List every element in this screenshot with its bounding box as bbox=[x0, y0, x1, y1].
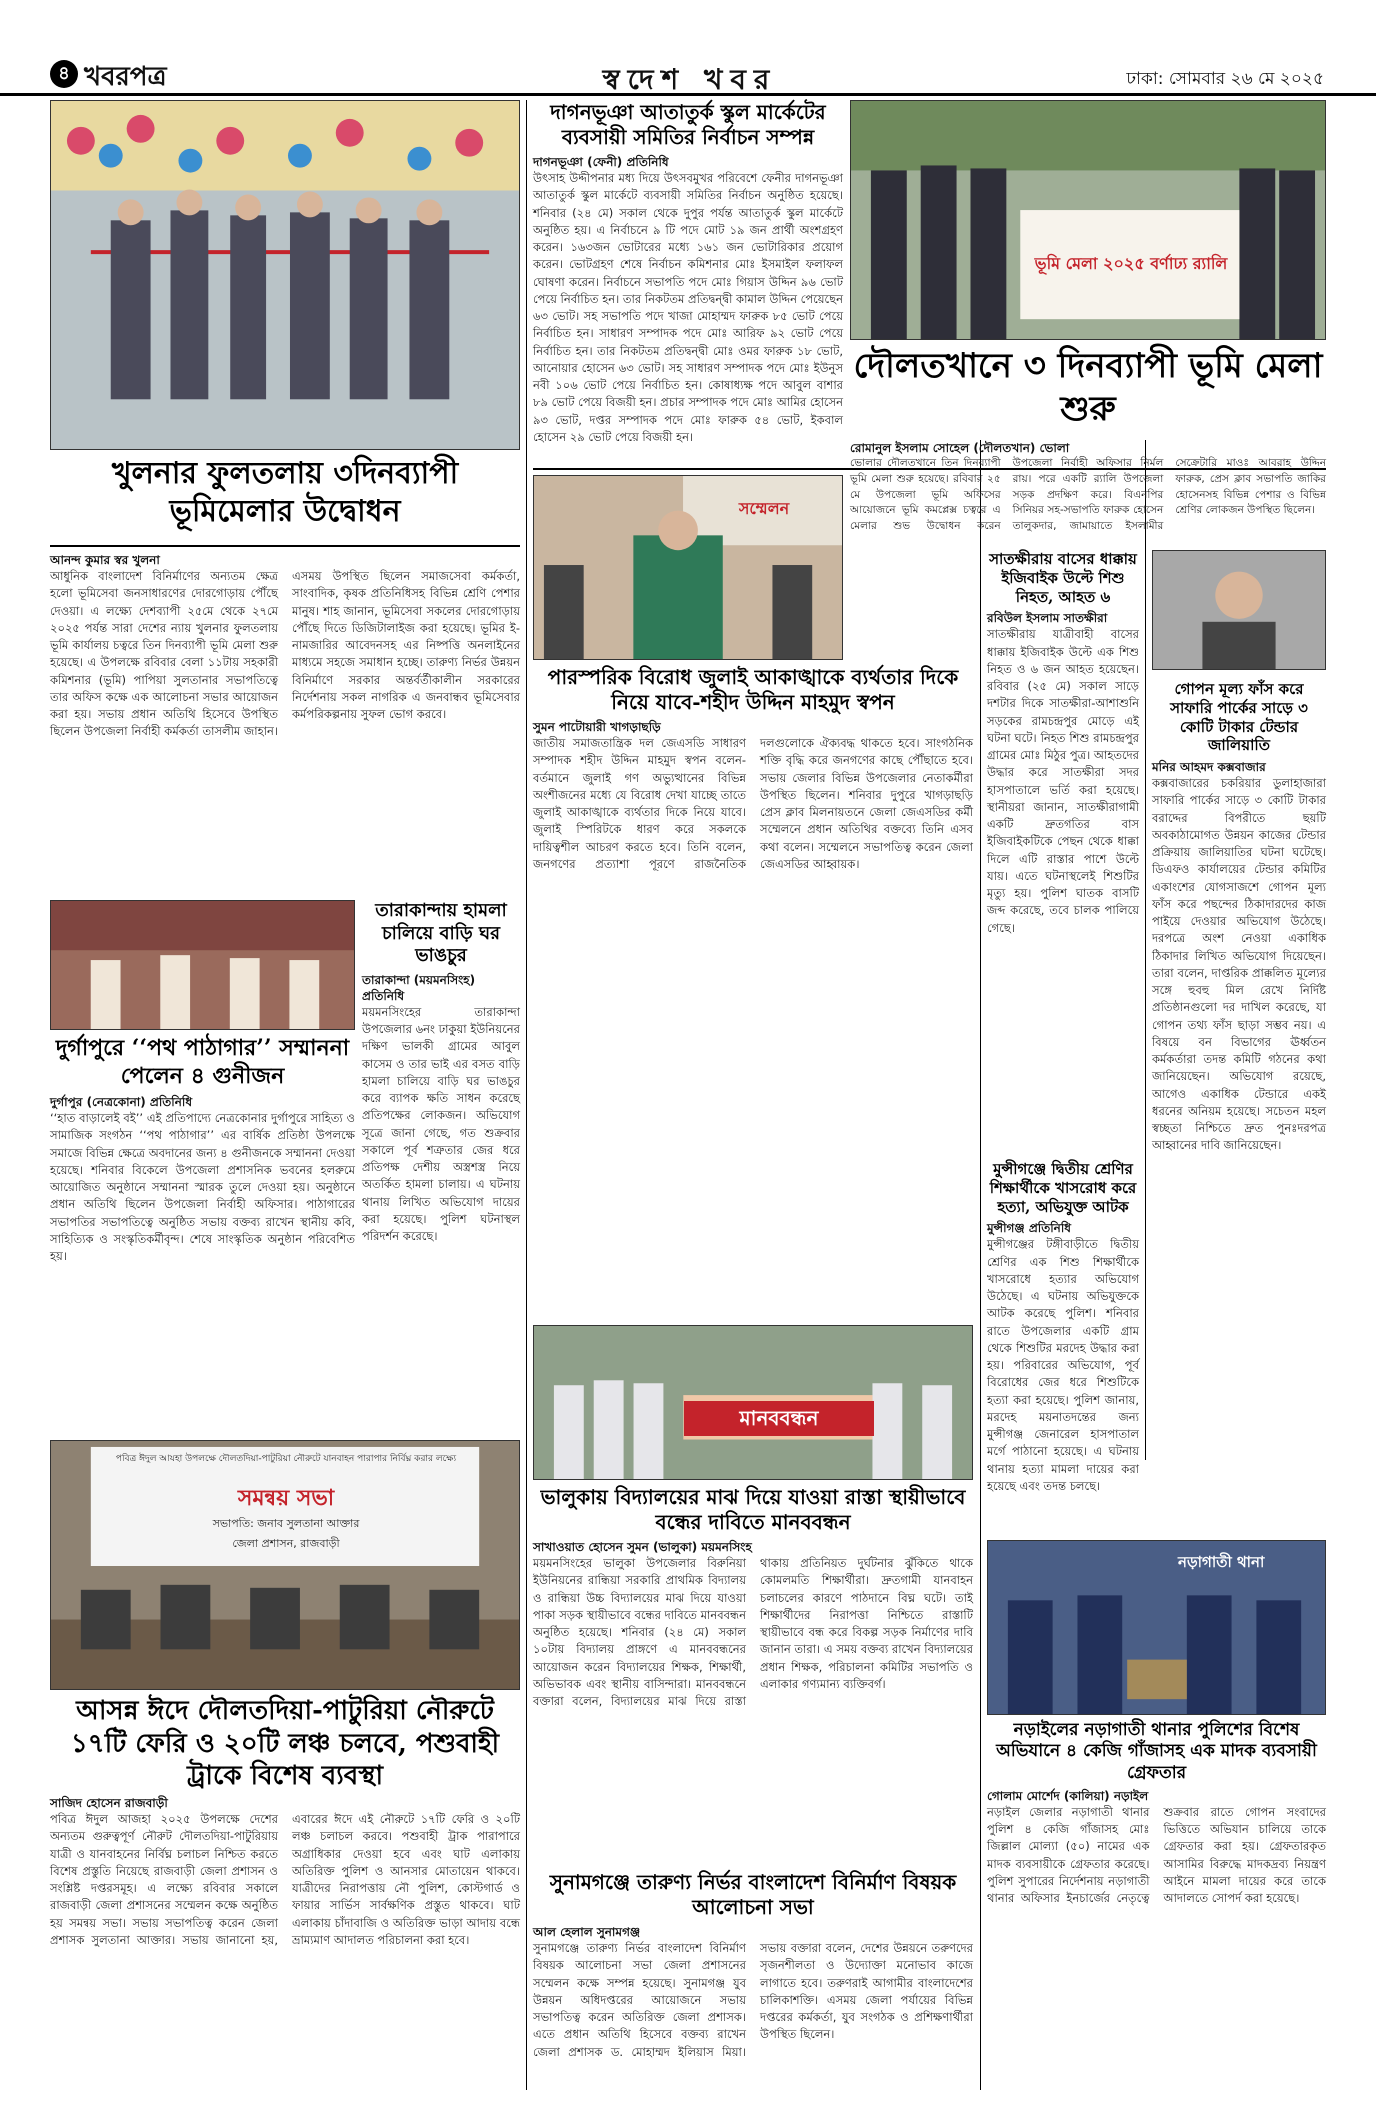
article-headline: আসন্ন ঈদে দৌলতদিয়া-পাটুরিয়া নৌরুটে ১৭টি ফেরি ও ২০টি লঞ্চ চলবে, পশুবাহী ট্রাকে বিশেষ ব্যবস্থা bbox=[70, 1696, 500, 1791]
article-body: উৎসাহ উদ্দীপনার মধ্য দিয়ে উৎসবমুখর পরিবেশে ফেনীর দাগনভূঞা আতাতুর্ক স্কুল মার্কেটে ব্যবসায়ী সমিতির নির্বাচন অনুষ্ঠিত হয়েছে। শনিবার (২৪ মে) সকাল থেকে দুপুর পর্যন্ত আতাতুর্ক স্কুল মার্কেটে অনুষ্ঠিত হয়। এ নির্বাচনে ৯ টি পদে মোট ১৯ জন প্রার্থী অংশগ্রহণ করেন। ১৬৩জন ভোটারের মধ্যে ১৬১ জন ভোটারিকার প্রয়োগ করেন। ভোটগ্রহণ শেষে নির্বাচন কমিশনার মোঃ ইসমাইল ফলাফল ঘোষণা করেন। নির্বাচনে সভাপতি পদে মোঃ গিয়াস উদ্দিন ৯৬ ভোট পেয়ে নির্বাচিত হন। তার নিকটতম প্রতিদ্বন্দ্বী কামাল উদ্দিন পেয়েছেন ৬৩ ভোট। সহ সভাপতি পদে খাজা মোহাম্মদ ফারুক ৮৫ ভোট পেয়ে নির্বাচিত হন। সাধারণ সম্পাদক পদে মোঃ আরিফ ৯২ ভোট পেয়ে নির্বাচিত হন। তার নিকটতম প্রতিদ্বন্দ্বী মোঃ ওমর ফারুক ১৮ ভোট, আনোয়ার হোসেন ৬৩ ভোট। সহ সাধারণ সম্পাদক পদে মোঃ ইউনুস নবী ১০৬ ভোট পেয়ে নির্বাচিত হন। কোষাধ্যক্ষ পদে আবুল বাশার ৮৯ ভোট পেয়ে বিজয়ী হন। প্রচার সম্পাদক পদে মোঃ আমির হোসেন ৯৩ ভোট, দপ্তর সম্পাদক পদে মোঃ ফারুক ৫৪ ভোট, ইকবাল হোসেন ২৯ ভোট পেয়ে বিজয়ী হন। bbox=[533, 171, 843, 444]
column-divider bbox=[1145, 440, 1146, 1460]
article-tarakanda bbox=[362, 900, 520, 1244]
article-daulatkhan bbox=[850, 440, 1326, 545]
conference-sign: সম্মেলন bbox=[738, 499, 790, 518]
article-headline: সুনামগঞ্জে তারুণ্য নির্ভর বাংলাদেশ বিনির্মাণ বিষয়ক আলোচনা সভা bbox=[549, 1870, 957, 1919]
article-body: সুনামগঞ্জে তারুণ্য নির্ভর বাংলাদেশ বিনির্মাণ বিষয়ক আলোচনা সভা জেলা প্রশাসনের সম্মেলন কক্ষে সম্পন্ন হয়েছে। সুনামগঞ্জ যুব উন্নয়ন অধিদপ্তরের আয়োজনে সভায় সভাপতিত্ব করেন অতিরিক্ত জেলা প্রশাসক। এতে প্রধান অতিথি হিসেবে বক্তব্য রাখেন জেলা প্রশাসক ড. মোহাম্মদ ইলিয়াস মিয়া। সভায় বক্তারা বলেন, দেশের উন্নয়নে তরুণদের সৃজনশীলতা ও উদ্যোক্তা মনোভাব কাজে লাগাতে হবে। তরুণরাই আগামীর বাংলাদেশের চালিকাশক্তি। এসময় জেলা পর্যায়ের বিভিন্ন দপ্তরের কর্মকর্তা, যুব সংগঠক ও প্রশিক্ষণার্থীরা উপস্থিত ছিলেন। bbox=[533, 1941, 973, 2059]
article-body: ভোলার দৌলতখানে তিন দিনব্যাপী ভূমি মেলা শুরু হয়েছে। রবিবার ২৫ মে উপজেলা ভূমি অফিসের আয়োজনে ভূমি কমপ্লেক্স চত্বরে এ মেলার শুভ উদ্বোধন করেন উপজেলা নির্বাহী অফিসার নির্মল রায়। পরে একটি র‍্যালি উপজেলা সড়ক প্রদক্ষিণ করে। বিএনপির সিনিয়র সহ-সভাপতি ফারুক হোসেন তালুকদার, জামায়াতে ইসলামীর সেক্রেটারি মাওঃ আবরাহ উদ্দিন ফারুক, প্রেস ক্লাব সভাপতি জাকির হোসেনসহ বিভিন্ন পেশার ও বিভিন্ন শ্রেণির লোকজন উপস্থিত ছিলেন। bbox=[850, 457, 1326, 533]
byline: সাখাওয়াত হোসেন সুমন (ভালুকা) ময়মনসিংহ bbox=[533, 1540, 752, 1554]
page-number: ৪ bbox=[50, 60, 78, 88]
article-headline: দুর্গাপুরে ‘‘পথ পাঠাগার’’ সম্মাননা পেলেন ৪ গুনীজন bbox=[55, 1035, 350, 1089]
rally-sign: ভূমি মেলা ২০২৫ বর্ণাঢ্য র‍্যালি bbox=[1034, 254, 1228, 273]
byline: গোলাম মোর্শেদ (কালিয়া) নড়াইল bbox=[987, 1788, 1149, 1803]
article-bhaluka bbox=[533, 1485, 973, 1855]
article-body: পবিত্র ঈদুল আজহা ২০২৫ উপলক্ষে দেশের অন্যতম গুরুত্বপূর্ণ নৌরুট দৌলতদিয়া-পাটুরিয়ায় যাত্রী ও যানবাহনের নির্বিঘ্ন চলাচল নিশ্চিত করতে বিশেষ প্রস্তুতি নিয়েছে রাজবাড়ী জেলা প্রশাসন ও সংশ্লিষ্ট দপ্তরসমূহ। এ লক্ষ্যে রবিবার সকালে রাজবাড়ী জেলা প্রশাসনের সম্মেলন কক্ষে অনুষ্ঠিত হয় সমন্বয় সভা। সভায় সভাপতিত্ব করেন জেলা প্রশাসক সুলতানা আক্তার। সভায় জানানো হয়, এবারের ঈদে এই নৌরুটে ১৭টি ফেরি ও ২০টি লঞ্চ চলাচল করবে। পশুবাহী ট্রাক পারাপারে অগ্রাধিকার দেওয়া হবে এবং ঘাট এলাকায় অতিরিক্ত পুলিশ ও আনসার মোতায়েন থাকবে। যাত্রীদের নিরাপত্তায় নৌ পুলিশ, কোস্টগার্ড ও ফায়ার সার্ভিস সার্বক্ষণিক প্রস্তুত থাকবে। ঘাট এলাকায় চাঁদাবাজি ও অতিরিক্ত ভাড়া আদায় বন্ধে ভ্রাম্যমাণ আদালত পরিচালনা করা হবে। bbox=[50, 1812, 520, 1947]
masthead bbox=[0, 0, 1376, 96]
ribbon-cutting-photo bbox=[50, 100, 520, 450]
meeting-title: সমন্বয় সভা bbox=[237, 1486, 335, 1511]
article-headline: মুন্সীগঞ্জে দ্বিতীয় শ্রেণির শিক্ষার্থীকে খাসরোধ করে হত্যা, অভিযুক্ত আটক bbox=[989, 1160, 1137, 1216]
article-body: ময়মনসিংহের ভালুকা উপজেলার বিরুনিয়া ইউনিয়নের রান্ধিয়া সরকারি প্রাথমিক বিদ্যালয় ও রান্ধিয়া উচ্চ বিদ্যালয়ের মাঝ দিয়ে যাওয়া পাকা সড়ক স্থায়ীভাবে বন্ধের দাবিতে মানববন্ধন অনুষ্ঠিত হয়েছে। শনিবার (২৪ মে) সকাল ১০টায় বিদ্যালয় প্রাঙ্গণে এ মানববন্ধনের আয়োজন করেন বিদ্যালয়ের শিক্ষক, শিক্ষার্থী, অভিভাবক এবং স্থানীয় বাসিন্দারা। মানববন্ধনে বক্তারা বলেন, বিদ্যালয়ের মাঝ দিয়ে রাস্তা থাকায় প্রতিনিয়ত দুর্ঘটনার ঝুঁকিতে থাকে কোমলমতি শিক্ষার্থীরা। দ্রুতগামী যানবাহন চলাচলের কারণে পাঠদানে বিঘ্ন ঘটে। তাই শিক্ষার্থীদের নিরাপত্তা নিশ্চিতে রাস্তাটি স্থায়ীভাবে বন্ধ করে বিকল্প সড়ক নির্মাণের দাবি জানান তারা। এ সময় বক্তব্য রাখেন বিদ্যালয়ের প্রধান শিক্ষক, পরিচালনা কমিটির সভাপতি ও এলাকার গণ্যমান্য ব্যক্তিবর্গ। bbox=[533, 1556, 973, 1709]
article-headline: পারস্পরিক বিরোধ জুলাই আকাঙ্খাকে ব্যর্থতার দিকে নিয়ে যাবে-শহীদ উদ্দিন মাহমুদ স্বপন bbox=[547, 665, 959, 714]
byline: তারাকান্দা (ময়মনসিংহ) প্রতিনিধি bbox=[362, 972, 476, 1003]
article-ferry bbox=[50, 1795, 520, 2090]
article-body: আধুনিক বাংলাদেশ বিনির্মাণের অন্যতম ক্ষেত্র হলো ভূমিসেবা জনসাধারণের দোরগোড়ায় পৌঁছে দেওয়া। এ লক্ষ্যে দেশব্যাপী ২৫মে থেকে ২৭মে ২০২৫ পর্যন্ত সারা দেশের ন্যায় খুলনার ফুলতলায় ভূমি কার্যালয় চত্বরে তিন দিনব্যাপী ভূমি মেলা শুরু হয়েছে। এ উপলক্ষে রবিবার বেলা ১১টায় সহকারী কমিশনার (ভূমি) পাপিয়া সুলতানার সভাপতিত্বে তার অফিস কক্ষে এক আলোচনা সভার আয়োজন করা হয়। সভায় প্রধান অতিথি হিসেবে উপস্থিত ছিলেন উপজেলা নির্বাহী কর্মকর্তা তাসলীম জাহান। এসময় উপস্থিত ছিলেন সমাজসেবা কর্মকর্তা, সাংবাদিক, কৃষক প্রতিনিধিসহ বিভিন্ন শ্রেণি পেশার মানুষ। শাহ জানান, ভূমিসেবা সকলের দোরগোড়ায় পৌঁছে দিতে ডিজিটালাইজ করা হয়েছে। ভূমির ই-নামজারির আবেদনসহ এর নিষ্পত্তি অনলাইনের মাধ্যমে সহজে সমাধান হচ্ছে। তারুণ্য নির্ভর উন্নয়ন বিনির্মাণে সরকার অন্তর্বর্তীকালীন সরকারের নির্দেশনায় সকল নাগরিক এ জনবান্ধব ভূমিসেবার কর্মপরিকল্পনায় সুফল ভোগ করবে। bbox=[50, 569, 520, 739]
article-dagonbhuiyan bbox=[533, 100, 843, 468]
reporter-photo bbox=[1152, 550, 1326, 670]
conference-photo bbox=[533, 475, 843, 660]
byline: মনির আহমদ কক্সবাজার bbox=[1152, 760, 1266, 774]
article-pathagar bbox=[50, 1035, 355, 1435]
byline: সুমন পাটোয়ারী খাগড়াছড়ি bbox=[533, 720, 661, 734]
award-photo bbox=[50, 900, 355, 1030]
article-satkhira bbox=[987, 550, 1139, 1150]
meeting-photo bbox=[50, 1440, 520, 1690]
police-station-sign: নড়াগাতী থানা bbox=[1178, 1553, 1265, 1571]
byline: আনন্দ কুমার স্বর খুলনা bbox=[50, 553, 160, 567]
byline: আল হেলাল সুনামগঞ্জ bbox=[533, 1925, 641, 1939]
meeting-office: জেলা প্রশাসন, রাজবাড়ী bbox=[232, 1537, 340, 1550]
byline: রবিউল ইসলাম সাতক্ষীরা bbox=[987, 611, 1108, 626]
article-body: ময়মনসিংহের তারাকান্দা উপজেলার ৬নং ঢাকুয়া ইউনিয়নের দক্ষিণ ভালকী গ্রামের আবুল কাসেম ও তার ভাই এর বসত বাড়ি হামলা চালিয়ে বাড়ি ঘর ভাঙচুর করে ব্যাপক ক্ষতি সাধন করেছে প্রতিপক্ষের লোকজন। অভিযোগ সূত্রে জানা গেছে, গত শুক্রবার সকালে পূর্ব শত্রুতার জের ধরে প্রতিপক্ষ দেশীয় অস্ত্রশস্ত্র নিয়ে অতর্কিত হামলা চালায়। এ ঘটনায় থানায় লিখিত অভিযোগ দায়ের করা হয়েছে। পুলিশ ঘটনাস্থল পরিদর্শন করেছে। bbox=[362, 1004, 520, 1244]
article-fulltala bbox=[50, 552, 520, 852]
divider bbox=[50, 545, 520, 547]
byline: সাজিদ হোসেন রাজবাড়ী bbox=[50, 1796, 168, 1810]
article-sunamganj bbox=[533, 1870, 973, 2090]
meeting-chair: সভাপতি: জনাব সুলতানা আক্তার bbox=[212, 1517, 360, 1530]
article-headline: ভালুকায় বিদ্যালয়ের মাঝ দিয়ে যাওয়া রাস্তা স্থায়ীভাবে বন্ধের দাবিতে মানববন্ধন bbox=[540, 1485, 966, 1534]
article-safari-tender bbox=[1152, 680, 1326, 1460]
article-body: নড়াইল জেলার নড়াগাতী থানার পুলিশ ৪ কেজি গাঁজাসহ মোঃ জিল্লাল মোল্যা (৫০) নামের এক মাদক ব্যবসায়ীকে গ্রেফতার করেছে। পুলিশ সুপারের নির্দেশনায় নড়াগাতী থানার অফিসার ইনচার্জের নেতৃত্বে শুক্রবার রাতে গোপন সংবাদের ভিত্তিতে অভিযান চালিয়ে তাকে গ্রেফতার করা হয়। গ্রেফতারকৃত আসামির বিরুদ্ধে মাদকদ্রব্য নিয়ন্ত্রণ আইনে মামলা দায়ের করে তাকে আদালতে সোপর্দ করা হয়েছে। bbox=[987, 1804, 1326, 1906]
protest-banner: মানববন্ধন bbox=[684, 1401, 874, 1436]
issue-date: ঢাকা: সোমবার ২৬ মে ২০২৫ bbox=[1126, 69, 1324, 89]
article-narail bbox=[987, 1720, 1326, 2090]
byline: দুর্গাপুর (নেত্রকোনা) প্রতিনিধি bbox=[50, 1095, 193, 1109]
byline: রোমানুল ইসলাম সোহেল (দৌলতখান) ভোলা bbox=[850, 441, 1070, 455]
newspaper-logo: খবরপত্র bbox=[84, 62, 167, 92]
article-headline: দাগনভূঞা আতাতুর্ক স্কুল মার্কেটের ব্যবসায়ী সমিতির নির্বাচন সম্পন্ন bbox=[550, 100, 826, 149]
article-headline: তারাকান্দায় হামলা চালিয়ে বাড়ি ঘর ভাঙচুর bbox=[375, 900, 507, 966]
article-headline: গোপন মূল্য ফাঁস করে সাফারি পার্কের সাড়ে ৩ কোটি টাকার টেন্ডার জালিয়াতি bbox=[1170, 680, 1308, 755]
article-body: ‘‘হাত বাড়ালেই বই’’ এই প্রতিপাদ্যে নেত্রকোনার দুর্গাপুরে সাহিত্য ও সামাজিক সংগঠন ‘‘পথ পাঠাগার’’ এর বার্ষিক প্রতিষ্ঠা উপলক্ষে সমাজে বিভিন্ন ক্ষেত্রে অবদানের জন্য ৪ গুনীজনকে সম্মাননা দেওয়া হয়েছে। শনিবার বিকেলে উপজেলা প্রশাসনিক ভবনের হলরুমে আয়োজিত অনুষ্ঠানে সম্মাননা স্মারক তুলে দেওয়া হয়। অনুষ্ঠানে প্রধান অতিথি ছিলেন উপজেলা নির্বাহী অফিসার। পাঠাগারের সভাপতির সভাপতিত্বে অনুষ্ঠিত সভায় বক্তব্য রাখেন স্থানীয় কবি, সাহিত্যিক ও সংস্কৃতিকর্মীবৃন্দ। শেষে সাংস্কৃতিক অনুষ্ঠান পরিবেশিত হয়। bbox=[50, 1111, 355, 1264]
article-swapan bbox=[533, 665, 973, 1315]
article-headline: নড়াইলের নড়াগাতী থানার পুলিশের বিশেষ অভিযানে ৪ কেজি গাঁজাসহ এক মাদক ব্যবসায়ী গ্রেফতার bbox=[996, 1720, 1317, 1783]
article-body: কক্সবাজারের চকরিয়ার ডুলাহাজারা সাফারি পার্কের সাড়ে ৩ কোটি টাকার বরাদ্দের বিপরীতে ছয়টি অবকাঠামোগত উন্নয়ন কাজের টেন্ডার প্রক্রিয়ায় জালিয়াতির ঘটনা ঘটেছে। ডিএফও কার্যালয়ের টেন্ডার কমিটির একাংশের যোগসাজশে গোপন মূল্য ফাঁস করে পছন্দের ঠিকাদারদের কাজ পাইয়ে দেওয়ার অভিযোগ উঠেছে। দরপত্রে অংশ নেওয়া একাধিক ঠিকাদার লিখিত অভিযোগ দিয়েছেন। তারা বলেন, দাপ্তরিক প্রাক্কলিত মূল্যের সঙ্গে হুবহু মিল রেখে নির্দিষ্ট প্রতিষ্ঠানগুলো দর দাখিল করেছে, যা গোপন তথ্য ফাঁস ছাড়া সম্ভব নয়। এ বিষয়ে বন বিভাগের ঊর্ধ্বতন কর্মকর্তারা তদন্ত কমিটি গঠনের কথা জানিয়েছেন। অভিযোগ রয়েছে, আগেও একাধিক টেন্ডারে একই ধরনের অনিয়ম হয়েছে। সচেতন মহল স্বচ্ছতা নিশ্চিতে দ্রুত পুনঃদরপত্র আহ্বানের দাবি জানিয়েছেন। bbox=[1152, 776, 1326, 1153]
article-headline: সাতক্ষীরায় বাসের ধাক্কায় ইজিবাইক উল্টে শিশু নিহত, আহত ৬ bbox=[989, 550, 1137, 606]
article-body: মুন্সীগঞ্জের টঙ্গীবাড়ীতে দ্বিতীয় শ্রেণির এক শিশু শিক্ষার্থীকে খাসরোধে হত্যার অভিযোগ উঠেছে। এ ঘটনায় অভিযুক্তকে আটক করেছে পুলিশ। শনিবার রাতে উপজেলার একটি গ্রাম থেকে শিশুটির মরদেহ উদ্ধার করা হয়। পরিবারের অভিযোগ, পূর্ব বিরোধের জের ধরে শিশুটিকে হত্যা করা হয়েছে। পুলিশ জানায়, মরদেহ ময়নাতদন্তের জন্য মুন্সীগঞ্জ জেনারেল হাসপাতাল মর্গে পাঠানো হয়েছে। এ ঘটনায় থানায় হত্যা মামলা দায়ের করা হয়েছে এবং তদন্ত চলছে। bbox=[987, 1237, 1139, 1493]
byline: দাগনভূঞা (ফেনী) প্রতিনিধি bbox=[533, 155, 669, 169]
article-headline: খুলনার ফুলতলায় ৩দিনব্যাপী ভূমিমেলার উদ্বোধন bbox=[111, 456, 459, 529]
article-body: সাতক্ষীরায় যাত্রীবাহী বাসের ধাক্কায় ইজিবাইক উল্টে এক শিশু নিহত ও ৬ জন আহত হয়েছেন। রবিবার (২৫ মে) সকাল সাড়ে দশটার দিকে সাতক্ষীরা-আশাশুনি সড়কের রামচন্দ্রপুর মোড়ে এই ঘটনা ঘটে। নিহত শিশু রামচন্দ্রপুর গ্রামের মোঃ মিঠুর পুত্র। আহতদের উদ্ধার করে সাতক্ষীরা সদর হাসপাতালে ভর্তি করা হয়েছে। স্থানীয়রা জানান, সাতক্ষীরাগামী একটি দ্রুতগতির বাস ইজিবাইকটিকে পেছন থেকে ধাক্কা দিলে এটি রাস্তার পাশে উল্টে যায়। এতে ঘটনাস্থলেই শিশুটির মৃত্যু হয়। পুলিশ ঘাতক বাসটি জব্দ করেছে, তবে চালক পালিয়ে গেছে। bbox=[987, 627, 1140, 935]
human-chain-photo bbox=[533, 1325, 973, 1480]
section-title: স্বদেশ খবর bbox=[602, 63, 778, 96]
police-photo bbox=[987, 1540, 1326, 1715]
rally-photo bbox=[850, 100, 1326, 340]
column-divider bbox=[980, 440, 981, 2090]
article-body: জাতীয় সমাজতান্ত্রিক দল জেএসডি সাধারণ সম্পাদক শহীদ উদ্দিন মাহমুদ স্বপন বলেন- বর্তমানে জুলাই গণ অভ্যুত্থানের বিভিন্ন অংশীজনের মধ্যে যে বিরোধ দেখা যাচ্ছে তাতে জুলাই আকাঙ্খাকে ব্যর্থতার দিকে নিয়ে যাবে। জুলাই স্পিরিটকে ধারণ করে সকলকে দায়িত্বশীল আচরণ করতে হবে। তিনি বলেন, জনগণের প্রত্যাশা পূরণে রাজনৈতিক দলগুলোকে ঐক্যবদ্ধ থাকতে হবে। সাংগঠনিক শক্তি বৃদ্ধি করে জনগণের কাছে পৌঁছাতে হবে। সভায় জেলার বিভিন্ন উপজেলার নেতাকর্মীরা উপস্থিত ছিলেন। শনিবার দুপুরে খাগড়াছড়ি প্রেস ক্লাব মিলনায়তনে জেলা জেএসডির কর্মী সম্মেলনে প্রধান অতিথির বক্তব্যে তিনি এসব কথা বলেন। সম্মেলনে সভাপতিত্ব করেন জেলা জেএসডির আহ্বায়ক। bbox=[533, 736, 973, 871]
byline: মুন্সীগঞ্জ প্রতিনিধি bbox=[987, 1221, 1071, 1236]
meeting-banner: পবিত্র ঈদুল আযহা উপলক্ষে দৌলতদিয়া-পাটুরিয়া নৌরুটে যানবাহন পারাপার নির্বিঘ্ন করার লক্ষ্যে bbox=[115, 1454, 457, 1464]
column-divider bbox=[526, 100, 527, 2090]
article-headline: দৌলতখানে ৩ দিনব্যাপী ভূমি মেলা শুরু bbox=[853, 346, 1323, 429]
